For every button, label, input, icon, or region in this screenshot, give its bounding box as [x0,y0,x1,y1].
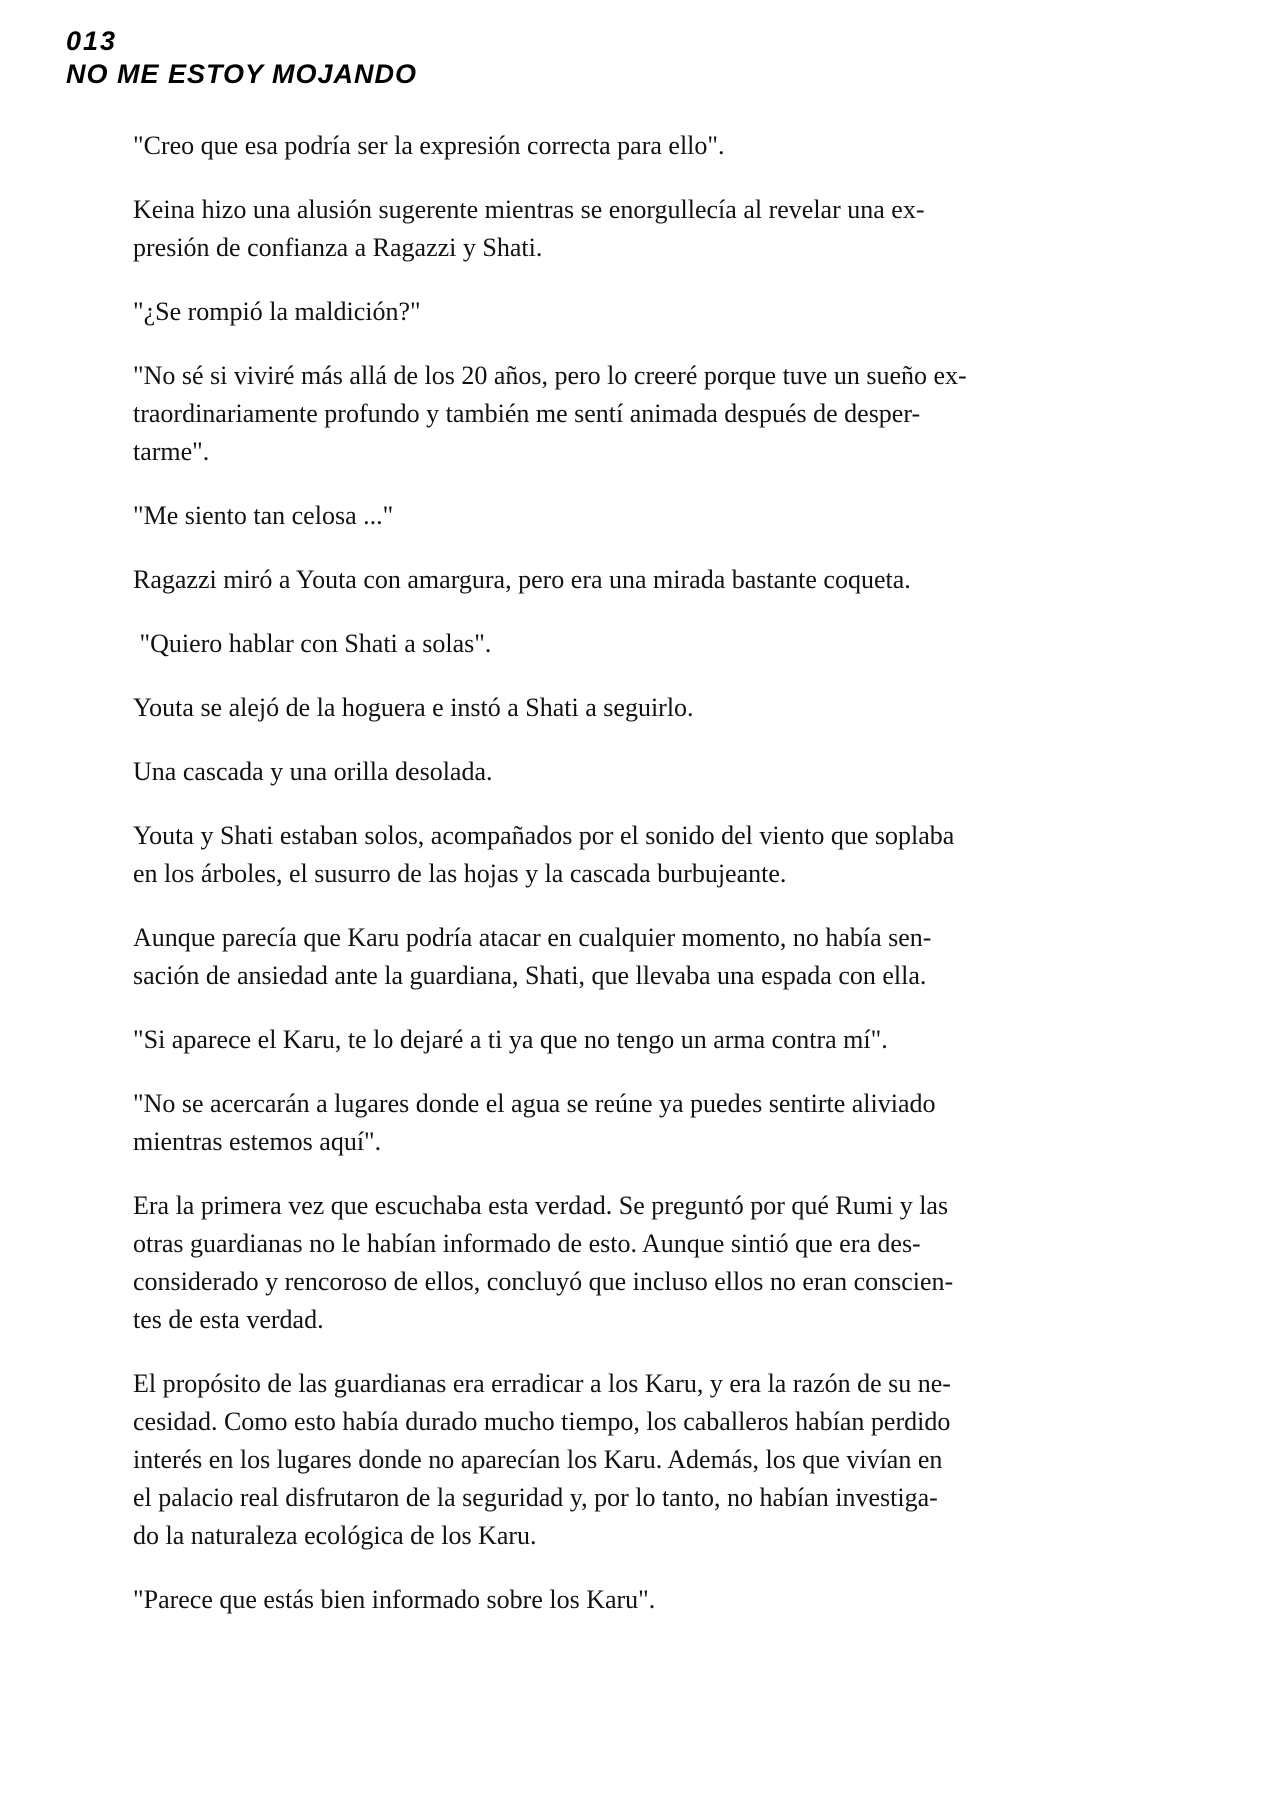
reader-content [133,127,1148,1619]
text-line: "Creo que esa podría ser la expresión correcta para ello". [133,131,725,160]
paragraph [133,127,1148,165]
text-line: tarme". [133,437,210,466]
paragraph [133,191,1148,267]
text-line: Una cascada y una orilla desolada. [133,757,493,786]
page-number: 013 [66,26,118,56]
text-line: considerado y rencoroso de ellos, concluyó que incluso ellos no eran conscien- [133,1267,954,1296]
text-line: sación de ansiedad ante la guardiana, Shati, que llevaba una espada con ella. [133,961,927,990]
text-line: tes de esta verdad. [133,1305,324,1334]
paragraph [133,919,1148,995]
text-line: en los árboles, el susurro de las hojas y la cascada burbujeante. [133,859,787,888]
page-header [66,26,417,89]
chapter-title: NO ME ESTOY MOJANDO [66,59,418,89]
text-line: Aunque parecía que Karu podría atacar en cualquier momento, no había sen- [133,923,932,952]
paragraph [133,497,1148,535]
text-line: otras guardianas no le habían informado de esto. Aunque sintió que era des- [133,1229,921,1258]
paragraph [133,1187,1148,1339]
paragraph [133,357,1148,471]
text-line: "Si aparece el Karu, te lo dejaré a ti ya que no tengo un arma contra mí". [133,1025,888,1054]
text-line: cesidad. Como esto había durado mucho tiempo, los caballeros habían perdido [133,1407,951,1436]
text-line: Era la primera vez que escuchaba esta verdad. Se preguntó por qué Rumi y las [133,1191,949,1220]
text-line: traordinariamente profundo y también me sentí animada después de desper- [133,399,921,428]
paragraph [133,1085,1148,1161]
text-line: mientras estemos aquí". [133,1127,382,1156]
text-line: el palacio real disfrutaron de la seguridad y, por lo tanto, no habían investiga- [133,1483,938,1512]
text-line: El propósito de las guardianas era erradicar a los Karu, y era la razón de su ne- [133,1369,951,1398]
paragraph [133,817,1148,893]
text-line: Youta y Shati estaban solos, acompañados por el sonido del viento que soplaba [133,821,955,850]
paragraph [133,625,1148,663]
paragraph [133,293,1148,331]
paragraph [133,1365,1148,1555]
text-line: "No sé si viviré más allá de los 20 años, pero lo creeré porque tuve un sueño ex- [133,361,967,390]
paragraph [133,1021,1148,1059]
text-line: "Me siento tan celosa ..." [133,501,394,530]
text-line: Keina hizo una alusión sugerente mientras se enorgullecía al revelar una ex- [133,195,925,224]
text-line: "¿Se rompió la maldición?" [133,297,421,326]
paragraph [133,561,1148,599]
paragraph [133,753,1148,791]
text-line: do la naturaleza ecológica de los Karu. [133,1521,537,1550]
text-line: "Quiero hablar con Shati a solas". [133,629,492,658]
text-line: "Parece que estás bien informado sobre los Karu". [133,1585,656,1614]
text-line: "No se acercarán a lugares donde el agua se reúne ya puedes sentirte aliviado [133,1089,936,1118]
text-line: Ragazzi miró a Youta con amargura, pero era una mirada bastante coqueta. [133,565,911,594]
text-line: interés en los lugares donde no aparecían los Karu. Además, los que vivían en [133,1445,943,1474]
paragraph [133,1581,1148,1619]
text-line: Youta se alejó de la hoguera e instó a Shati a seguirlo. [133,693,694,722]
paragraph [133,689,1148,727]
text-line: presión de confianza a Ragazzi y Shati. [133,233,543,262]
